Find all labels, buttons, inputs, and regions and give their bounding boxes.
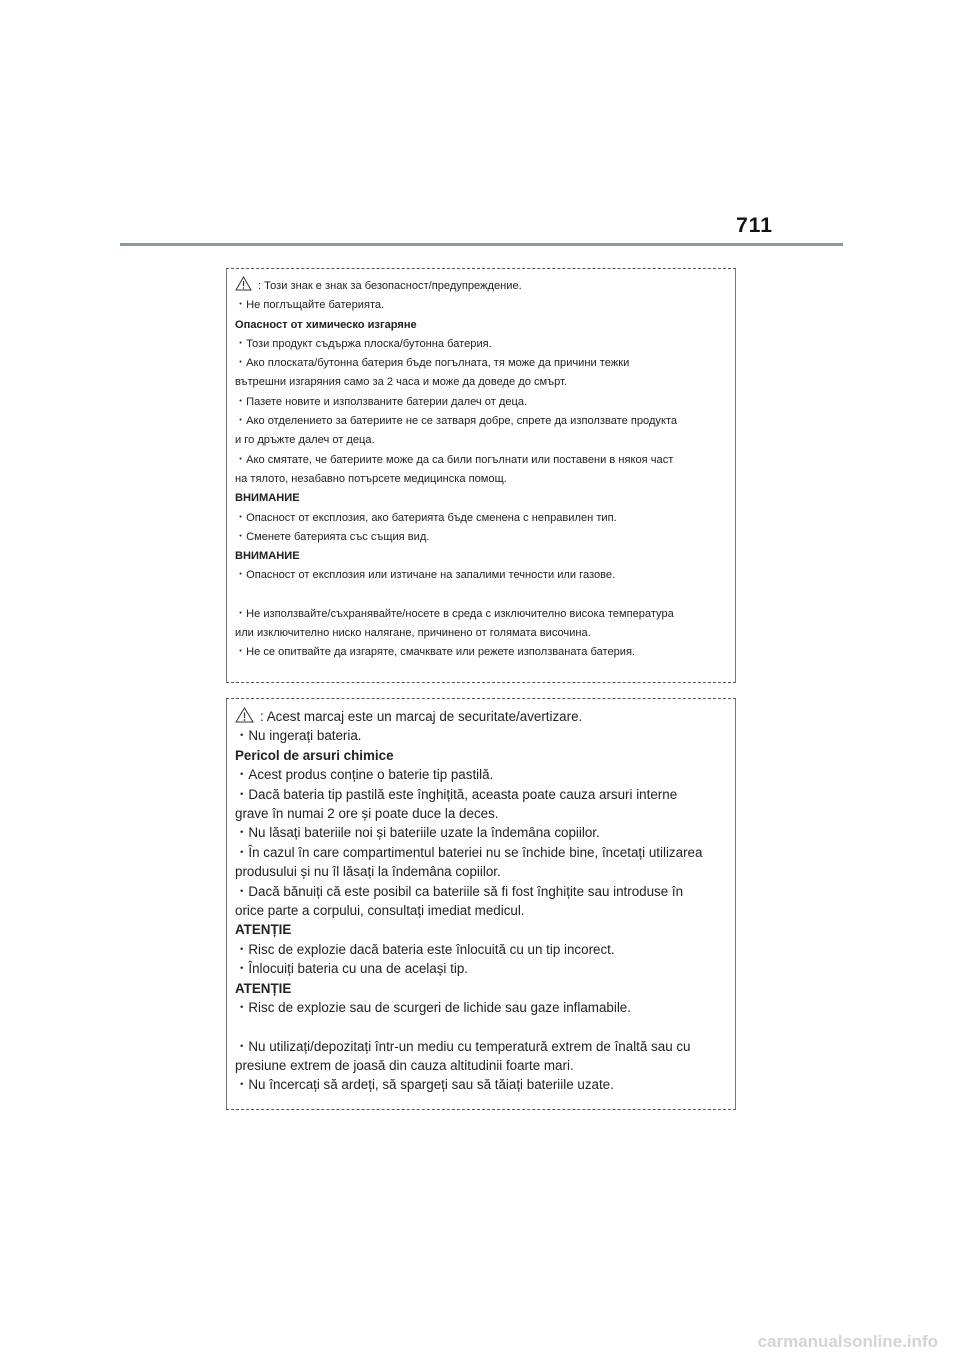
romanian-text-line: ・Înlocuiți bateria cu una de același tip. [235,961,468,977]
bulgarian-text-line: ・Ако плоската/бутонна батерия бъде погълната, тя може да причини тежки [235,357,630,370]
romanian-text-line: ・Risc de explozie sau de scurgeri de lichide sau gaze inflamabile. [235,1000,631,1016]
bulgarian-text-line: ・Не използвайте/съхранявайте/носете в среда с изключително висока температура [235,607,674,620]
romanian-text-line: ・Acest produs conține o baterie tip pastilă. [235,767,494,783]
bulgarian-warning-box [226,268,736,683]
bulgarian-text-line: ・Сменете батерията със същия вид. [235,530,430,543]
bulgarian-text-line: ・Опасност от експлозия или изтичане на запалими течности или газове. [235,569,616,582]
bulgarian-text-line: на тялото, незабавно потърсете медицинска помощ. [235,472,507,485]
bulgarian-text-line: ・Ако отделението за батериите не се затваря добре, спрете да използвате продукта [235,415,678,428]
warning-triangle-icon [235,707,254,723]
bulgarian-text-line: или изключително ниско налягане, причинено от голямата височина. [235,627,591,640]
bulgarian-text-line: ・Този продукт съдържа плоска/бутонна батерия. [235,337,492,350]
romanian-text-line: ・Dacă bateria tip pastilă este înghițită, aceasta poate cauza arsuri interne [235,786,678,802]
bulgarian-heading: ВНИМАНИЕ [235,492,300,505]
romanian-heading: ATENȚIE [235,922,292,938]
bulgarian-text-line: ・Пазете новите и използваните батерии далеч от деца. [235,395,528,408]
romanian-text-line: ・Nu încercați să ardeți, să spargeți sau să tăiați bateriile uzate. [235,1077,614,1093]
romanian-text-line: orice parte a corpului, consultați imediat medicul. [235,903,525,919]
romanian-text-line: ・Nu lăsați bateriile noi și bateriile uzate la îndemâna copiilor. [235,825,600,841]
romanian-text-line: ・Nu utilizați/depozitați într-un mediu cu temperatură extrem de înaltă sau cu [235,1038,691,1054]
romanian-warning-lines [235,726,735,1094]
romanian-heading: Pericol de arsuri chimice [235,747,394,763]
romanian-text-line: ・Dacă bănuiți că este posibil ca bateriile să fi fost înghițite sau introduse în [235,883,684,899]
romanian-text-line: produsului și nu îl lăsați la îndemâna copiilor. [235,864,501,880]
bulgarian-text-line: ・Ако смятате, че батериите може да са били погълнати или поставени в някоя част [235,453,674,466]
romanian-text-line: ・În cazul în care compartimentul bateriei nu se închide bine, încetați utilizarea [235,844,703,860]
watermark: carmanualsonline.info [757,1332,938,1351]
page-number: 711 [736,214,773,237]
bulgarian-heading: ВНИМАНИЕ [235,550,300,563]
romanian-text-line: grave în numai 2 ore și poate duce la deces. [235,806,499,822]
bulgarian-warning-lines [235,296,735,662]
bulgarian-text-line: вътрешни изгаряния само за 2 часа и може да доведе до смърт. [235,376,567,389]
romanian-text-line: ・Risc de explozie dacă bateria este înlocuită cu un tip incorect. [235,941,615,957]
bulgarian-text-line: ・Не поглъщайте батерията. [235,299,385,312]
romanian-spacer [235,1018,735,1037]
bulgarian-header-text: : Този знак е знак за безопасност/предупреждение. [258,280,522,292]
bulgarian-text-line: и го дръжте далеч от деца. [235,434,375,447]
header-rule [120,243,843,246]
romanian-text-line: presiune extrem de joasă din cauza altitudinii foarte mari. [235,1057,574,1073]
romanian-warning-box [226,698,736,1110]
bulgarian-text-line: ・Опасност от експлозия, ако батерията бъде сменена с неправилен тип. [235,511,617,524]
romanian-text-line: ・Nu ingerați bateria. [235,728,362,744]
romanian-warning-header [235,707,735,726]
bulgarian-spacer [235,586,735,605]
bulgarian-warning-header [235,276,735,296]
bulgarian-heading: Опасност от химическо изгаряне [235,318,417,331]
bulgarian-text-line: ・Не се опитвайте да изгаряте, смачквате или режете използваната батерия. [235,646,636,659]
romanian-header-text: : Acest marcaj este un marcaj de securitate/avertizare. [260,709,583,724]
warning-triangle-icon [235,276,252,291]
romanian-heading: ATENȚIE [235,980,292,996]
